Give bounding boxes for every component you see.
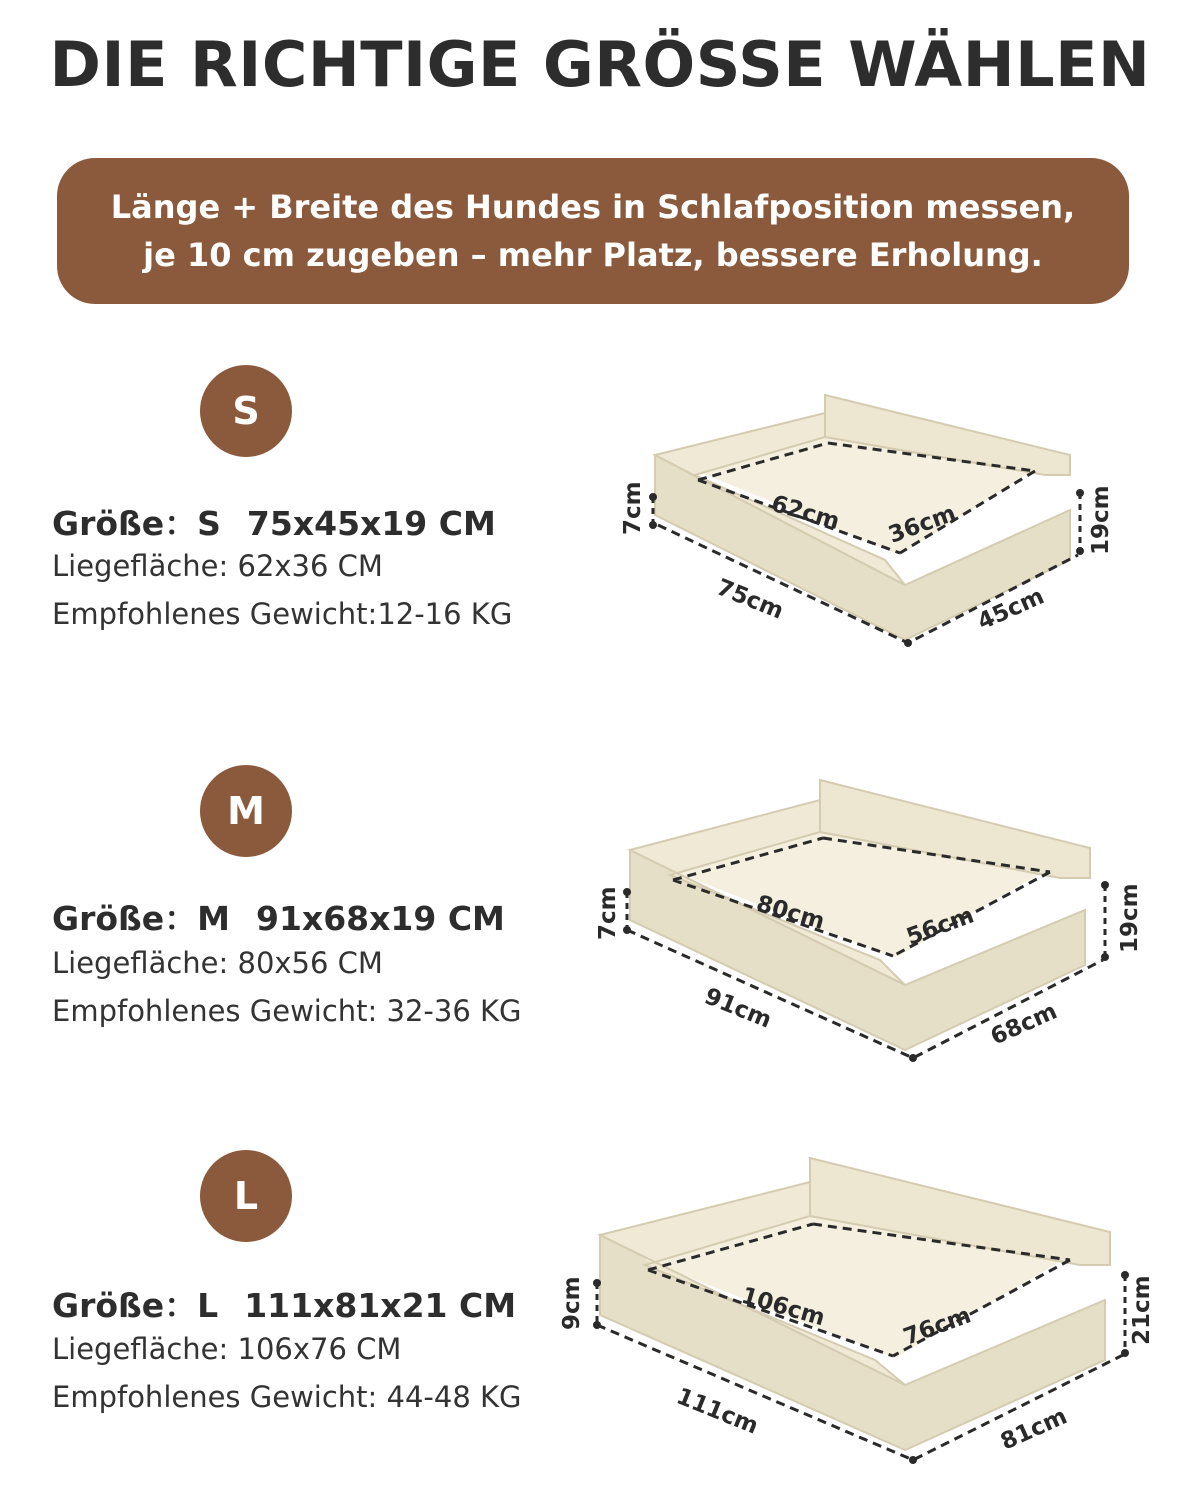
size-title-m [52,893,505,940]
length-label: 75cm [712,574,788,625]
size-title-l [52,1280,516,1327]
sizing-tip-banner [57,158,1129,304]
base-height-label: 9cm [559,1276,585,1330]
width-label: 81cm [996,1403,1072,1456]
banner-line-1: Länge + Breite des Hundes in Schlafposition messen, [110,188,1076,226]
banner-line-2: je 10 cm zugeben – mehr Platz, bessere Erholung. [143,236,1043,274]
height-label: 19cm [1117,883,1143,953]
width-label: 45cm [973,583,1049,636]
size-section-s [0,365,1200,725]
inner-length-label: 62cm [768,490,843,535]
inner-width-label: 36cm [885,500,960,549]
size-badge-l: L [200,1150,292,1242]
length-label: 91cm [700,983,776,1034]
width-label: 68cm [986,998,1062,1051]
lying-area-s: Liegefläche: 62x36 CM [52,549,383,583]
height-label: 21cm [1129,1275,1155,1345]
size-badge-m: M [200,765,292,857]
size-section-l [0,1150,1200,1510]
size-label: Größe：M [52,899,230,938]
recommended-weight-l: Empfohlenes Gewicht: 44-48 KG [52,1380,522,1414]
inner-length-label: 106cm [738,1282,828,1332]
size-badge-s: S [200,365,292,457]
length-label: 111cm [672,1383,762,1440]
size-title-s [52,498,496,545]
size-dimensions: 91x68x19 CM [256,899,505,938]
base-height-label: 7cm [620,481,646,535]
size-label: Größe：L [52,1286,219,1325]
inner-length-label: 80cm [753,890,828,935]
size-section-m [0,765,1200,1125]
inner-width-label: 56cm [903,902,978,951]
size-label: Größe：S [52,504,221,543]
page-title: DIE RICHTIGE GRÖSSE WÄHLEN [49,28,1151,101]
dog-bed-illustration-l [545,1150,1155,1480]
recommended-weight-s: Empfohlenes Gewicht:12-16 KG [52,597,513,631]
lying-area-m: Liegefläche: 80x56 CM [52,946,383,980]
size-dimensions: 75x45x19 CM [246,504,496,543]
inner-width-label: 76cm [900,1302,975,1351]
dog-bed-illustration-m [575,770,1143,1070]
base-height-label: 7cm [595,886,621,940]
dog-bed-illustration-s [600,375,1120,655]
recommended-weight-m: Empfohlenes Gewicht: 32-36 KG [52,994,522,1028]
size-dimensions: 111x81x21 CM [244,1286,517,1325]
height-label: 19cm [1088,485,1114,555]
lying-area-l: Liegefläche: 106x76 CM [52,1332,402,1366]
